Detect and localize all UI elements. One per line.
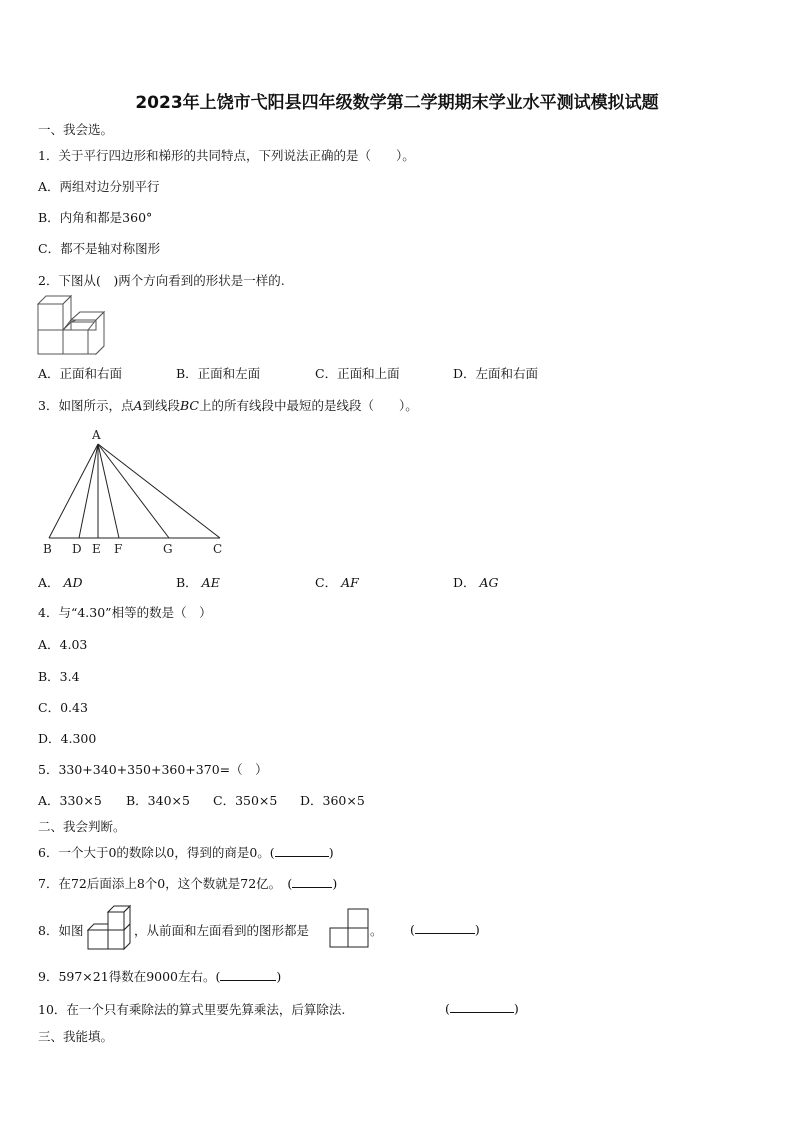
section-heading-fill: 三、我能填。 <box>38 1029 114 1044</box>
question-5-option-c: C．350×5 <box>213 793 278 808</box>
label-e: E <box>92 542 101 556</box>
question-3-stem-post: 上的所有线段中最短的是线段（ ）。 <box>199 398 418 413</box>
question-1-option-c: C．都不是轴对称图形 <box>38 241 161 256</box>
question-5-option-b: B．340×5 <box>126 793 190 808</box>
question-3-option-d: D． AG <box>453 575 499 590</box>
question-6 <box>38 843 334 861</box>
question-3-option-a: A． AD <box>38 575 83 590</box>
question-1-option-b: B．内角和都是360° <box>38 210 153 225</box>
question-2-option-d: D．左面和右面 <box>453 366 539 381</box>
question-3-stem-pre: 3．如图所示，点 <box>38 398 134 413</box>
question-6-stem: 6．一个大于0的数除以0，得到的商是0。( <box>38 845 275 860</box>
question-10-answer-blank[interactable] <box>450 1000 514 1013</box>
question-9-answer-blank[interactable] <box>220 968 276 981</box>
question-5-option-d: D．360×5 <box>300 793 365 808</box>
question-8-cube-figure <box>86 904 136 954</box>
question-9 <box>38 967 281 985</box>
segment-ab <box>49 444 98 538</box>
segment-ad <box>79 444 98 538</box>
label-g: G <box>163 542 173 556</box>
question-4-option-d: D．4.300 <box>38 731 97 746</box>
question-3-stem <box>38 396 418 414</box>
question-7-stem: 7．在72后面添上8个0，这个数就是72亿。 ( <box>38 876 293 891</box>
question-2-stem: 2．下图从( )两个方向看到的形状是一样的. <box>38 273 285 288</box>
question-3-option-c: C． AF <box>315 575 359 590</box>
question-3-option-b: B． AE <box>176 575 220 590</box>
question-2-option-a: A．正面和右面 <box>38 366 123 381</box>
section-heading-judge: 二、我会判断。 <box>38 819 126 834</box>
question-7-paren-close: ) <box>332 876 338 891</box>
question-8-stem-end: 。 <box>370 923 383 938</box>
question-5-option-a: A．330×5 <box>38 793 102 808</box>
question-3-stem-mid: 到线段 <box>142 398 181 413</box>
label-a: A <box>92 428 101 442</box>
question-8-stem-post: ，从前面和左面看到的图形都是 <box>134 923 310 938</box>
question-10-answer: ( ) <box>445 1001 519 1016</box>
label-b: B <box>43 542 52 556</box>
question-1-option-a: A．两组对边分别平行 <box>38 179 160 194</box>
page-title: 2023年上饶市弋阳县四年级数学第二学期期末学业水平测试模拟试题 <box>135 93 659 113</box>
question-7 <box>38 874 337 892</box>
question-10-stem: 10．在一个只有乘除法的算式里要先算乘法，后算除法. <box>38 1002 346 1017</box>
question-1-stem: 1．关于平行四边形和梯形的共同特点，下列说法正确的是（ ）。 <box>38 148 415 163</box>
label-f: F <box>114 542 123 556</box>
question-7-answer-blank[interactable] <box>292 875 332 888</box>
label-d: D <box>72 542 82 556</box>
question-2-cube-figure <box>38 296 108 356</box>
question-4-option-b: B．3.4 <box>38 669 80 684</box>
question-2-option-b: B．正面和左面 <box>176 366 261 381</box>
question-3-segment: BC <box>180 398 199 413</box>
question-8-stem-pre: 8．如图 <box>38 923 84 938</box>
question-2-option-c: C．正面和上面 <box>315 366 400 381</box>
question-8-view-figure <box>328 907 370 949</box>
label-c: C <box>213 542 223 556</box>
question-8-answer: ( ) <box>410 922 480 937</box>
question-8-answer-blank[interactable] <box>415 921 475 934</box>
question-4-option-c: C．0.43 <box>38 700 88 715</box>
question-4-stem: 4．与“4.30”相等的数是（ ） <box>38 605 212 620</box>
section-heading-choose: 一、我会选。 <box>38 122 114 137</box>
question-9-stem: 9．597×21得数在9000左右。( <box>38 969 221 984</box>
question-6-answer-blank[interactable] <box>275 844 329 857</box>
question-3-triangle-figure <box>36 426 236 561</box>
question-6-paren-close: ) <box>328 845 334 860</box>
question-4-option-a: A．4.03 <box>38 637 88 652</box>
question-3-point: A <box>133 398 143 413</box>
question-9-paren-close: ) <box>276 969 282 984</box>
question-5-stem: 5．330+340+350+360+370=（ ） <box>38 762 268 777</box>
